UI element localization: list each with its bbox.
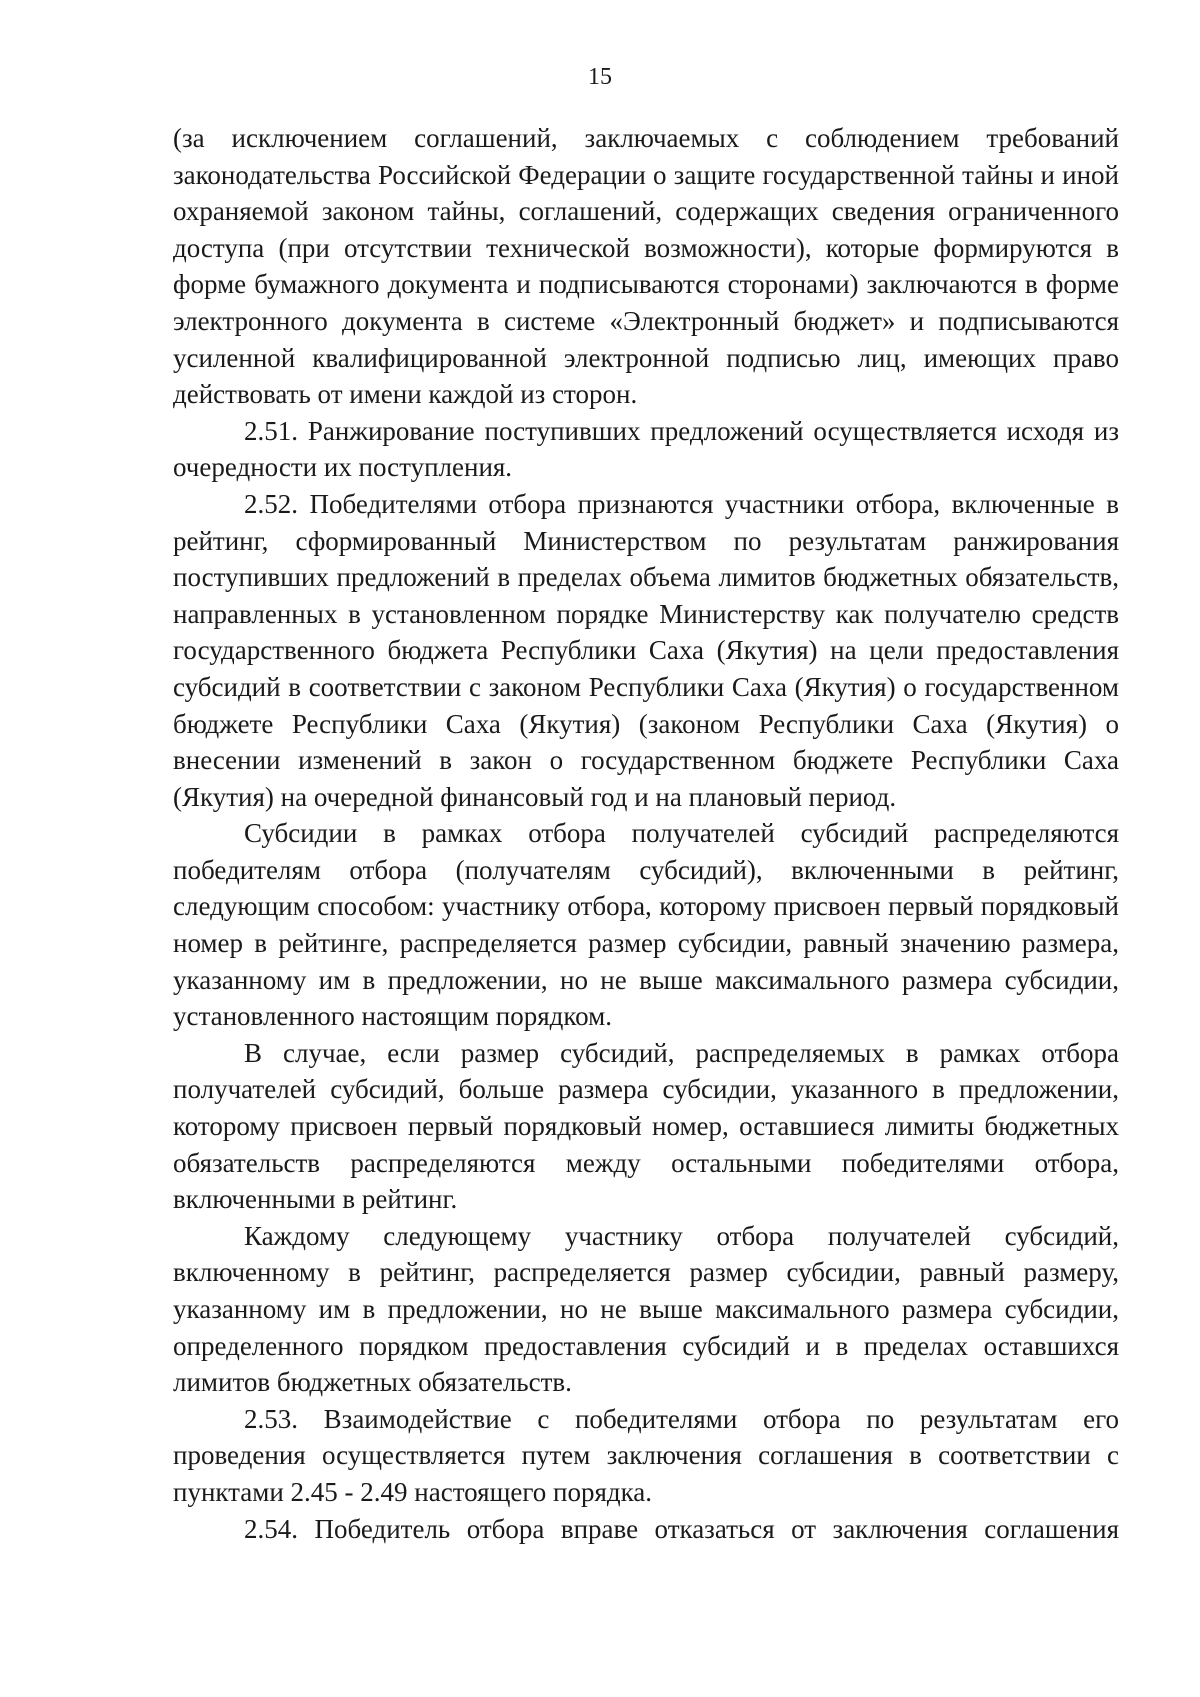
paragraph-2-54: 2.54. Победитель отбора вправе отказаться от заключения соглашения: [244, 1513, 1119, 1544]
paragraph-remaining-limits: В случае, если размер субсидий, распределяемых в рамках отбора получателей субсидий, больше размера субсидии, указанного в предложении, которому присвоен первый порядковый номер, оставшиеся лимиты бюджетных обязательств распределяются между остальными победителями отбора, включенными в рейтинг.: [173, 1037, 1119, 1215]
paragraph-2-52: 2.52. Победителями отбора признаются участники отбора, включенные в рейтинг, сформированный Министерством по результатам ранжирования поступивших предложений в пределах объема лимитов бюджетных обязательств, направленных в установленном порядке Министерству как получателю средств государственного бюджета Республики Саха (Якутия) на цели предоставления субсидий в соответствии с законом Республики Саха (Якутия) о государственном бюджете Республики Саха (Якутия) (законом Республики Саха (Якутия) о внесении изменений в закон о государственном бюджете Республики Саха (Якутия) на очередной финансовый год и на плановый период.: [173, 488, 1119, 812]
document-body: [173, 120, 1119, 1547]
page-number: 15: [588, 64, 612, 90]
paragraph-2-51: 2.51. Ранжирование поступивших предложений осуществляется исходя из очередности их поступления.: [173, 415, 1119, 483]
paragraph-subsidy-distribution: Субсидии в рамках отбора получателей субсидий распределяются победителям отбора (получателям субсидий), включенными в рейтинг, следующим способом: участнику отбора, которому присвоен первый порядковый номер в рейтинге, распределяется размер субсидии, равный значению размера, указанному им в предложении, но не выше максимального размера субсидии, установленного настоящим порядком.: [173, 818, 1119, 1032]
paragraph-2-53: 2.53. Взаимодействие с победителями отбора по результатам его проведения осуществляется путем заключения соглашения в соответствии с пунктами 2.45 - 2.49 настоящего порядка.: [173, 1403, 1119, 1507]
paragraph-next-participant: Каждому следующему участнику отбора получателей субсидий, включенному в рейтинг, распределяется размер субсидии, равный размеру, указанному им в предложении, но не выше максимального размера субсидии, определенного порядком предоставления субсидий и в пределах оставшихся лимитов бюджетных обязательств.: [173, 1220, 1119, 1398]
paragraph-agreement-form: (за исключением соглашений, заключаемых с соблюдением требований законодательства Российской Федерации о защите государственной тайны и иной охраняемой законом тайны, соглашений, содержащих сведения ограниченного доступа (при отсутствии технической возможности), которые формируются в форме бумажного документа и подписываются сторонами) заключаются в форме электронного документа в системе «Электронный бюджет» и подписываются усиленной квалифицированной электронной подписью лиц, имеющих право действовать от имени каждой из сторон.: [173, 123, 1119, 410]
